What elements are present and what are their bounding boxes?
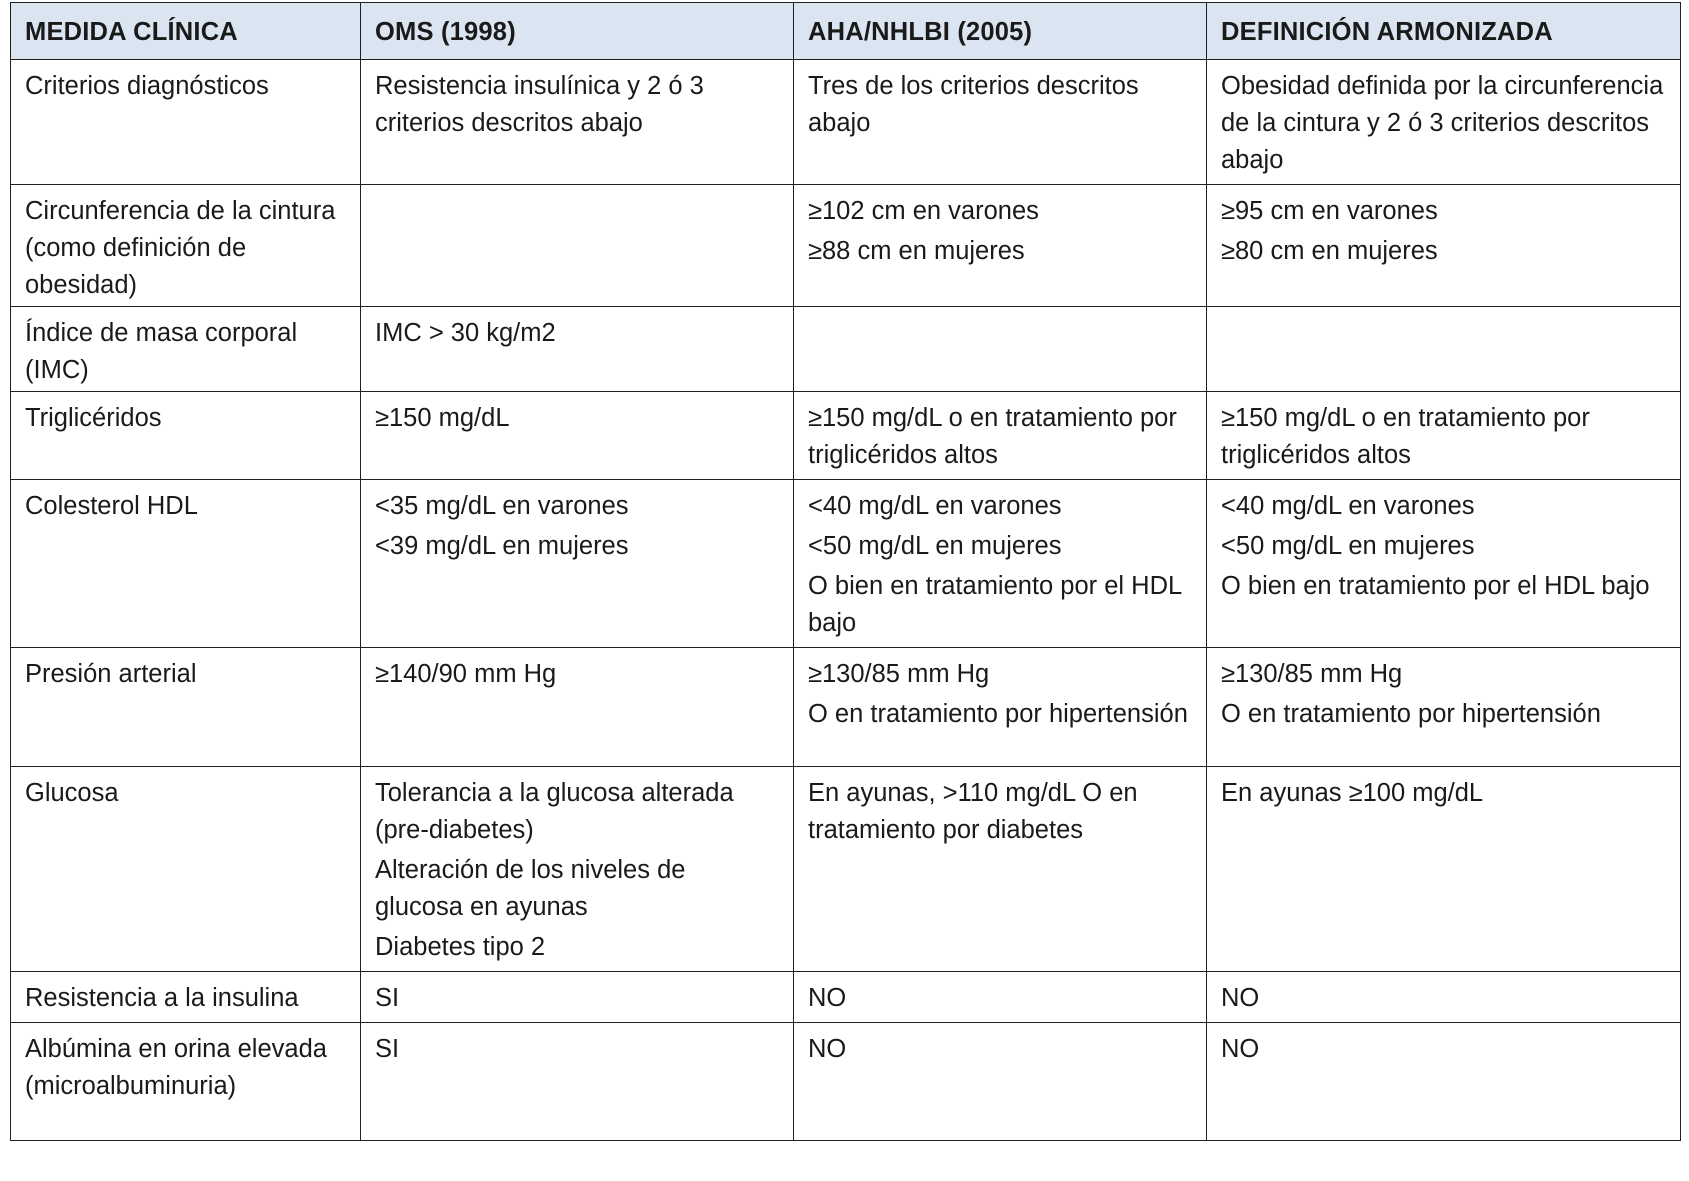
cell-line: O bien en tratamiento por el HDL bajo [808,572,1182,637]
oms-cell [361,648,794,767]
oms-cell [361,972,794,1023]
harmonized-cell [1207,972,1681,1023]
oms-cell [361,60,794,185]
cell-line: ≥140/90 mm Hg [375,660,557,688]
harmonized-cell [1207,480,1681,648]
cell-line: NO [808,984,847,1012]
oms-cell [361,480,794,648]
cell-line: <39 mg/dL en mujeres [375,532,629,560]
aha-cell [794,972,1207,1023]
cell-line: Tolerancia a la glucosa alterada (pre-diabetes) [375,779,734,844]
cell-line: Diabetes tipo 2 [375,933,546,961]
cell-line: SI [375,984,400,1012]
table-row [11,972,1681,1023]
cell-line: O bien en tratamiento por el HDL bajo [1221,572,1650,600]
measure-cell: Albúmina en orina elevada (microalbuminuria) [11,1023,361,1141]
measure-cell: Presión arterial [11,648,361,767]
measure-cell: Criterios diagnósticos [11,60,361,185]
table-row [11,307,1681,392]
aha-cell [794,392,1207,480]
oms-cell [361,392,794,480]
header-definicion-armonizada: DEFINICIÓN ARMONIZADA [1207,3,1681,60]
cell-line: ≥88 cm en mujeres [808,237,1025,265]
aha-cell [794,185,1207,307]
harmonized-cell [1207,648,1681,767]
cell-line: ≥102 cm en varones [808,197,1039,225]
harmonized-cell [1207,1023,1681,1141]
oms-cell [361,1023,794,1141]
measure-cell: Triglicéridos [11,392,361,480]
harmonized-cell [1207,392,1681,480]
cell-line: Tres de los criterios descritos abajo [808,72,1139,137]
aha-cell [794,1023,1207,1141]
table-row [11,185,1681,307]
harmonized-cell [1207,60,1681,185]
header-aha-nhlbi-2005: AHA/NHLBI (2005) [794,3,1207,60]
cell-line: ≥130/85 mm Hg [808,660,990,688]
table-row [11,648,1681,767]
cell-line: NO [1221,984,1260,1012]
harmonized-cell [1207,185,1681,307]
header-row [11,3,1681,60]
cell-line: SI [375,1035,400,1063]
measure-cell: Circunferencia de la cintura (como definición de obesidad) [11,185,361,307]
cell-line: Alteración de los niveles de glucosa en ayunas [375,856,686,921]
cell-line: Obesidad definida por la circunferencia de la cintura y 2 ó 3 criterios descritos abajo [1221,72,1664,174]
aha-cell [794,480,1207,648]
cell-line: NO [1221,1035,1260,1063]
header-oms-1998: OMS (1998) [361,3,794,60]
cell-line: ≥130/85 mm Hg [1221,660,1403,688]
aha-cell [794,767,1207,972]
oms-cell [361,767,794,972]
oms-cell [361,185,794,307]
criteria-table [10,2,1681,1141]
cell-line: ≥150 mg/dL [375,404,510,432]
table-row [11,60,1681,185]
harmonized-cell [1207,307,1681,392]
aha-cell [794,648,1207,767]
aha-cell [794,307,1207,392]
measure-cell: Índice de masa corporal (IMC) [11,307,361,392]
cell-line: En ayunas ≥100 mg/dL [1221,779,1484,807]
measure-cell: Glucosa [11,767,361,972]
measure-cell: Colesterol HDL [11,480,361,648]
table-row [11,480,1681,648]
cell-line: <50 mg/dL en mujeres [1221,532,1475,560]
cell-line: ≥80 cm en mujeres [1221,237,1438,265]
oms-cell [361,307,794,392]
cell-line: O en tratamiento por hipertensión [808,700,1188,728]
header-medida-clinica: MEDIDA CLÍNICA [11,3,361,60]
harmonized-cell [1207,767,1681,972]
cell-line: <40 mg/dL en varones [808,492,1062,520]
cell-line: <50 mg/dL en mujeres [808,532,1062,560]
cell-line: ≥95 cm en varones [1221,197,1438,225]
table-row [11,767,1681,972]
cell-line: IMC > 30 kg/m2 [375,319,556,347]
cell-line: O en tratamiento por hipertensión [1221,700,1601,728]
cell-line: Resistencia insulínica y 2 ó 3 criterios descritos abajo [375,72,704,137]
cell-line: En ayunas, >110 mg/dL O en tratamiento por diabetes [808,779,1138,844]
table-row [11,1023,1681,1141]
cell-line: NO [808,1035,847,1063]
cell-line: ≥150 mg/dL o en tratamiento por triglicéridos altos [808,404,1177,469]
cell-line: <40 mg/dL en varones [1221,492,1475,520]
measure-cell: Resistencia a la insulina [11,972,361,1023]
cell-line: <35 mg/dL en varones [375,492,629,520]
table-row [11,392,1681,480]
aha-cell [794,60,1207,185]
cell-line: ≥150 mg/dL o en tratamiento por triglicéridos altos [1221,404,1590,469]
